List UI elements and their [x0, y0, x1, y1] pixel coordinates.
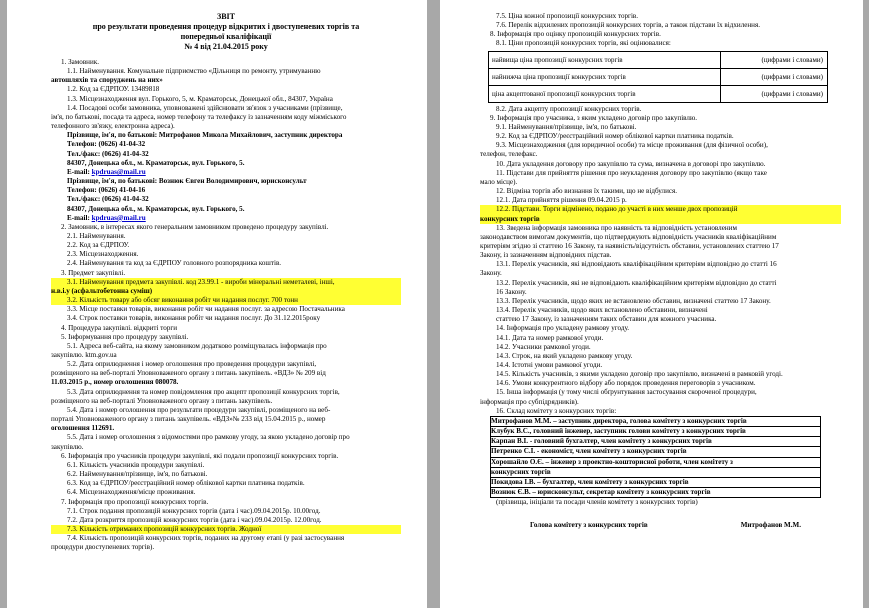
text-line — [51, 333, 401, 342]
line-text: 6.3. Код за ЄДРПОУ/реєстраційний номер облікової картки платника податків. — [67, 479, 305, 488]
text-line — [480, 379, 841, 388]
line-text: 3. Предмет закупівлі. — [61, 268, 126, 277]
line-text: Тел./факс: (0626) 41-04-32 — [67, 195, 149, 204]
right-body-top — [480, 12, 841, 49]
text-line — [51, 461, 401, 470]
line-text: 13.4. Перелік учасників, щодо яких встановлено обставини, визначені — [496, 306, 708, 315]
text-line — [51, 168, 401, 177]
text-line — [51, 305, 401, 314]
line-text: Прізвище, ім'я, по батькові: Вознюк Євген Володимирович, юрисконсульт — [67, 177, 307, 186]
line-text: ім'я, по батькові, посада та адреса, номер телефону та телефаксу із зазначенням коду міжміського — [51, 112, 347, 121]
title-line: ЗВІТ — [216, 12, 235, 21]
text-line — [51, 397, 401, 406]
text-line — [51, 388, 401, 397]
line-text: 8. Інформація про оцінку пропозицій конкурсних торгів. — [490, 30, 661, 39]
line-text: 5.2. Дата оприлюднення і номер оголошення про проведення процедури закупівлі, — [67, 360, 317, 369]
line-text: 13.3. Перелік учасників, щодо яких не встановлено обставин, визначені статтею 17 Закону. — [496, 296, 771, 305]
text-line — [480, 30, 841, 39]
line-text: 7.1. Строк подання пропозицій конкурсних торгів (дата і час).09.04.2015р. 10.00год. — [67, 506, 321, 515]
text-line — [480, 169, 841, 178]
line-text: 3.2. Кількість товару або обсяг виконання робіт чи надання послуг. 700 тонн — [67, 296, 298, 305]
title-line: про результати проведення процедур відкритих і двоступеневих торгів та — [92, 22, 360, 31]
text-line — [480, 196, 841, 205]
title-line: № 4 від 21.04.2015 року — [184, 42, 268, 51]
committee-member: Хорошайло О.Є. – інженер з проектно-кошторисної роботи, член комітету з — [490, 457, 821, 467]
line-text: інформація про субпідрядників). — [480, 397, 579, 406]
text-line — [51, 479, 401, 488]
line-text: 2.2. Код за ЄДРПОУ. — [67, 241, 130, 250]
line-text: конкурсних торгів — [480, 214, 540, 223]
line-text: 1. Замовник. — [61, 58, 99, 66]
text-line — [51, 507, 401, 516]
line-text: 15. Інша інформація (у тому числі обґрунтування застосування скороченої процедури, — [496, 388, 757, 397]
text-line — [51, 488, 401, 497]
text-line — [480, 398, 841, 407]
line-text: 14.2. Учасники рамкової угоди. — [496, 342, 591, 351]
line-text: Телефон: (0626) 41-04-16 — [67, 186, 146, 195]
line-text: 13.2. Перелік учасників, які не відповідають кваліфікаційним критеріям відповідно до статті — [496, 278, 777, 287]
line-text: Прізвище, ім'я, по батькові: Митрофанов Микола Михайлович, заступник директора — [67, 131, 343, 140]
text-line — [51, 195, 401, 204]
text-line — [480, 324, 841, 333]
committee-note: (прізвища, ініціали та посади членів комітету з конкурсних торгів) — [496, 498, 698, 507]
line-text: 3.4. Строк поставки товарів, виконання робіт чи надання послуг. До 31.12.2015року — [67, 314, 321, 323]
line-text: 5.5. Дата і номер оголошення з відомостями про рамкову угоду, за якою укладено договір про — [67, 433, 350, 442]
line-text: 1.4. Посадові особи замовника, уповноважені здійснювати зв'язок з учасниками (прізвище, — [67, 103, 343, 112]
line-text: 14.1. Дата та номер рамкової угоди. — [496, 333, 604, 342]
table-row — [489, 85, 828, 102]
line-text: E-mail: — [67, 213, 92, 222]
text-line — [51, 433, 401, 442]
line-text: телефонного зв'язку, електронна адреса). — [51, 122, 175, 131]
text-line — [51, 424, 401, 433]
text-line — [51, 534, 401, 543]
line-text: 4. Процедура закупівлі. відкриті торги — [61, 323, 178, 332]
text-line — [480, 132, 841, 141]
text-line — [51, 378, 401, 387]
committee-member: Покидова І.В. – бухгалтер, член комітету з конкурсних торгів — [490, 477, 821, 487]
line-text: 13. Зведена інформація замовника про наявність та відповідність установленим — [496, 223, 737, 232]
text-line — [51, 214, 401, 223]
right-body-mid — [480, 105, 841, 416]
line-text: н.в.і.у (асфальтобетонна суміш) — [51, 286, 153, 295]
line-text: 16 Закону. — [496, 287, 527, 296]
line-text: статтею 17 Закону, із зазначенням таких обставин для кожного учасника. — [496, 315, 717, 324]
signature-name: Митрофанов М.М. — [740, 521, 801, 530]
text-line — [480, 178, 841, 187]
line-text: 8.1. Ціни пропозицій конкурсних торгів, які оцінювалися: — [496, 39, 671, 48]
text-line — [480, 150, 841, 159]
text-line — [480, 370, 841, 379]
text-line — [480, 39, 841, 48]
line-text: закупівлю. ktm.gov.ua — [51, 351, 117, 359]
line-text: 14.3. Строк, на який укладено рамкову угоду. — [496, 351, 633, 360]
text-line — [51, 406, 401, 415]
committee-member: Клубук В.С., головний інженер, заступник голови комітету з конкурсних торгів — [490, 426, 821, 436]
line-text: Закону. — [480, 269, 502, 278]
line-text: 11.03.2015 р., номер оголошення 080078. — [51, 378, 179, 387]
line-text: Закону, із зазначенням відповідних підстав. — [480, 251, 612, 260]
line-text: 14.6. Умови конкурентного відбору або порядок проведення переговорів з учасником. — [496, 379, 756, 388]
price-label: найвища ціна пропозиції конкурсних торгів — [489, 51, 721, 68]
committee-list — [490, 416, 821, 498]
price-value: (цифрами і словами) — [720, 51, 827, 68]
text-line — [51, 241, 401, 250]
text-line — [51, 360, 401, 369]
text-line — [480, 141, 841, 150]
text-line — [480, 388, 841, 397]
text-line — [51, 278, 401, 287]
line-text: 13.1. Перелік учасників, які відповідають кваліфікаційним критеріям відповідно до статті 16 — [496, 260, 777, 269]
text-line — [51, 58, 401, 67]
line-text: 12.1. Дата прийняття рішення 09.04.2015 р. — [496, 196, 627, 205]
line-text: 6.4. Місцезнаходження/місце проживання. — [67, 488, 196, 497]
line-text: критеріям згідно зі статтею 16 Закону, та наявність/відсутність обставин, установлених статтею 17 — [480, 241, 779, 250]
price-value: (цифрами і словами) — [720, 85, 827, 102]
title-line: попередньої кваліфікації — [180, 32, 272, 41]
line-text: Телефон: (0626) 41-04-32 — [67, 140, 146, 149]
text-line — [480, 315, 841, 324]
text-line — [480, 21, 841, 30]
text-line — [51, 351, 401, 360]
line-text: 2.3. Місцезнаходження. — [67, 250, 139, 259]
line-text: 1.2. Код за ЄДРПОУ. 13489818 — [67, 85, 160, 94]
text-line — [480, 306, 841, 315]
text-line — [51, 259, 401, 268]
text-line — [480, 187, 841, 196]
text-line — [51, 269, 401, 278]
line-text: 12.2. Підстави. Торги відмінено, подано до участі в них менше двох пропозицій — [496, 205, 738, 214]
text-line — [480, 352, 841, 361]
text-line — [480, 224, 841, 233]
line-text: 14.5. Кількість учасників, з якими укладено договір про закупівлю, визначені в рамковій угоді. — [496, 370, 783, 379]
text-line — [480, 105, 841, 114]
text-line — [480, 269, 841, 278]
text-line — [480, 334, 841, 343]
text-line — [51, 498, 401, 507]
text-line — [480, 123, 841, 132]
email-link[interactable]: kpdruas@mail.ru — [91, 167, 146, 176]
text-line — [51, 296, 401, 305]
text-line — [480, 242, 841, 251]
line-text: 2.4. Найменування та код за ЄДРПОУ головного розпорядника коштів. — [67, 259, 282, 268]
line-text: 5.1. Адреса веб-сайта, на якому замовником додатково розміщувалась інформація про — [67, 341, 327, 350]
text-line — [480, 233, 841, 242]
line-text: E-mail: — [67, 167, 92, 176]
line-text: 14. Інформація про укладену рамкову угоду. — [496, 324, 630, 333]
line-text: законодавством вимогам документів, що підтверджують відповідність учасників кваліфікаційним — [480, 232, 777, 241]
line-text: 6.1. Кількість учасників процедури закупівлі. — [67, 460, 205, 469]
price-label: найнижча ціна пропозиції конкурсних торгів — [489, 68, 721, 85]
text-line — [51, 186, 401, 195]
line-text: мало місце). — [480, 177, 518, 186]
text-line — [51, 443, 401, 452]
line-text: 11. Підстави для прийняття рішення про неукладення договору про закупівлю (якщо таке — [496, 168, 767, 177]
committee-member: Вознюк Є.В. – юрисконсульт, секретар комітету з конкурсних торгів — [490, 487, 821, 498]
line-text: 2. Замовник, в інтересах якого генеральним замовником проведено процедуру закупівлі. — [61, 222, 329, 231]
price-label: ціна акцептованої пропозиції конкурсних торгів — [489, 85, 721, 102]
text-line — [51, 159, 401, 168]
text-line — [51, 415, 401, 424]
text-line — [51, 232, 401, 241]
text-line — [480, 114, 841, 123]
text-line — [480, 288, 841, 297]
document-page-right — [440, 0, 863, 608]
line-text: 6.2. Найменування/прізвище, ім'я, по батькові. — [67, 470, 208, 479]
text-line — [480, 251, 841, 260]
text-line — [51, 140, 401, 149]
text-line — [51, 205, 401, 214]
line-text: 7.4. Кількість пропозицій конкурсних торгів, поданих на другому етапі (у разі застосування — [67, 534, 345, 543]
line-text: 1.3. Місцезнаходження вул. Горького, 5, м. Краматорськ, Донецької обл., 84307, Україна — [67, 94, 333, 103]
line-text: 7.6. Перелік відхилених пропозицій конкурсних торгів, а також підстави їх відхилення. — [496, 21, 761, 30]
line-text: 2.1. Найменування. — [67, 231, 126, 240]
document-page-left — [7, 0, 427, 608]
text-line — [480, 407, 841, 416]
line-text: процедури двоступеневих торгів). — [51, 543, 155, 552]
text-line — [51, 525, 401, 534]
text-line — [51, 223, 401, 232]
text-line — [480, 279, 841, 288]
line-text: телефон, телефакс. — [480, 150, 538, 159]
text-line — [51, 113, 401, 122]
committee-member: Митрофанов М.М. – заступник директора, голова комітету з конкурсних торгів — [490, 416, 821, 426]
line-text: 3.3. Місце поставки товарів, виконання робіт чи надання послуг. за адресою Постачальника — [67, 305, 345, 314]
text-line — [51, 95, 401, 104]
committee-member: Карпан В.І. - головний бухгалтер, член комітету з конкурсних торгів — [490, 436, 821, 446]
line-text: 5.3. Дата оприлюднення та номер повідомлення про акцепт пропозиції конкурсних торгів, — [67, 387, 340, 396]
text-line — [480, 343, 841, 352]
line-text: 5.4. Дата і номер оголошення про результати процедури закупівлі, розміщеного на веб- — [67, 405, 331, 414]
line-text: 16. Склад комітету з конкурсних торгів: — [496, 406, 617, 415]
line-text: 1.1. Найменування. Комунальне підприємство «Дільниця по ремонту, утримуванню — [67, 67, 321, 76]
line-text: 7.3. Кількість отриманих пропозицій конкурсних торгів. Жодної — [67, 524, 262, 533]
committee-member: Петренко С.І. - економіст, член комітету з конкурсних торгів — [490, 446, 821, 456]
text-line — [480, 260, 841, 269]
line-text: 8.2. Дата акцепту пропозиції конкурсних торгів. — [496, 104, 642, 113]
line-text: оголошення 112691. — [51, 424, 115, 433]
text-line — [51, 470, 401, 479]
email-link[interactable]: kpdruas@mail.ru — [91, 213, 146, 222]
line-text: 9. Інформація про учасника, з яким укладено договір про закупівлю. — [490, 113, 698, 122]
text-line — [51, 287, 401, 296]
line-text: порталі Уповноваженого органу з питань закупівель. «ВДЗ»№ 233 від 15.04.2015 р., номер — [51, 415, 326, 424]
line-text: 12. Відміна торгів або визнання їх такими, що не відбулися. — [496, 187, 678, 196]
text-line — [51, 104, 401, 113]
committee-member: конкурсних торгів — [490, 467, 821, 477]
text-line — [51, 85, 401, 94]
table-row — [489, 68, 828, 85]
report-title — [51, 12, 401, 52]
text-line — [480, 12, 841, 21]
text-line — [51, 122, 401, 131]
text-line — [480, 160, 841, 169]
text-line — [51, 150, 401, 159]
line-text: розміщеного на веб-порталі Уповноваженого органу з питань закупівель. — [51, 396, 273, 405]
line-text: розміщеного на веб-порталі Уповноваженого органу з питань закупівель. «ВДЗ» № 209 від — [51, 369, 326, 378]
line-text: 84307, Донецька обл., м. Краматорськ, вул. Горького, 5. — [67, 158, 245, 167]
text-line — [51, 314, 401, 323]
line-text: 5. Інформування про процедуру закупівлі. — [61, 332, 189, 341]
line-text: 3.1. Найменування предмета закупівлі. код 23.99.1 - вироби мінеральні неметалеві, інші, — [67, 277, 335, 286]
line-text: 7.2. Дата розкриття пропозицій конкурсних торгів (дата і час).09.04.2015р. 12.00год. — [67, 515, 322, 524]
line-text: 9.3. Місцезнаходження (для юридичної особи) та місце проживання (для фізичної особи), — [496, 141, 768, 150]
line-text: 9.1. Найменування/прізвище, ім'я, по батькові. — [496, 122, 637, 131]
line-text: автошляхів та споруджень на них» — [51, 76, 163, 85]
line-text: 7.5. Ціна кожної пропозиції конкурсних торгів. — [496, 12, 639, 20]
text-line — [51, 324, 401, 333]
line-text: 7. Інформація про пропозиції конкурсних торгів. — [61, 497, 209, 506]
line-text: закупівлю. — [51, 442, 84, 451]
price-value: (цифрами і словами) — [720, 68, 827, 85]
text-line — [480, 205, 841, 214]
line-text: 14.4. Істотні умови рамкової угоди. — [496, 361, 603, 369]
table-row — [489, 51, 828, 68]
text-line — [51, 250, 401, 259]
line-text: 9.2. Код за ЄДРПОУ/реєстраційний номер облікової картки платника податків. — [496, 132, 734, 141]
left-body — [51, 58, 401, 552]
signature-block — [480, 521, 841, 529]
text-line — [51, 452, 401, 461]
text-line — [51, 67, 401, 76]
line-text: Тел./факс: (0626) 41-04-32 — [67, 149, 149, 158]
line-text: 10. Дата укладення договору про закупівлю та сума, визначена в договорі про закупівлю. — [496, 159, 766, 168]
text-line — [51, 131, 401, 140]
text-line — [51, 177, 401, 186]
text-line — [480, 361, 841, 370]
text-line — [51, 369, 401, 378]
prices-table — [488, 51, 828, 103]
text-line — [51, 342, 401, 351]
text-line — [51, 76, 401, 85]
text-line — [51, 516, 401, 525]
line-text: 6. Інформація про учасників процедури закупівлі, які подали пропозиції конкурсних торгів. — [61, 451, 339, 460]
line-text: 84307, Донецька обл., м. Краматорськ, вул. Горького, 5. — [67, 204, 245, 213]
text-line — [480, 297, 841, 306]
signature-role: Голова комітету з конкурсних торгів — [530, 521, 648, 530]
text-line — [480, 215, 841, 224]
text-line — [51, 543, 401, 552]
